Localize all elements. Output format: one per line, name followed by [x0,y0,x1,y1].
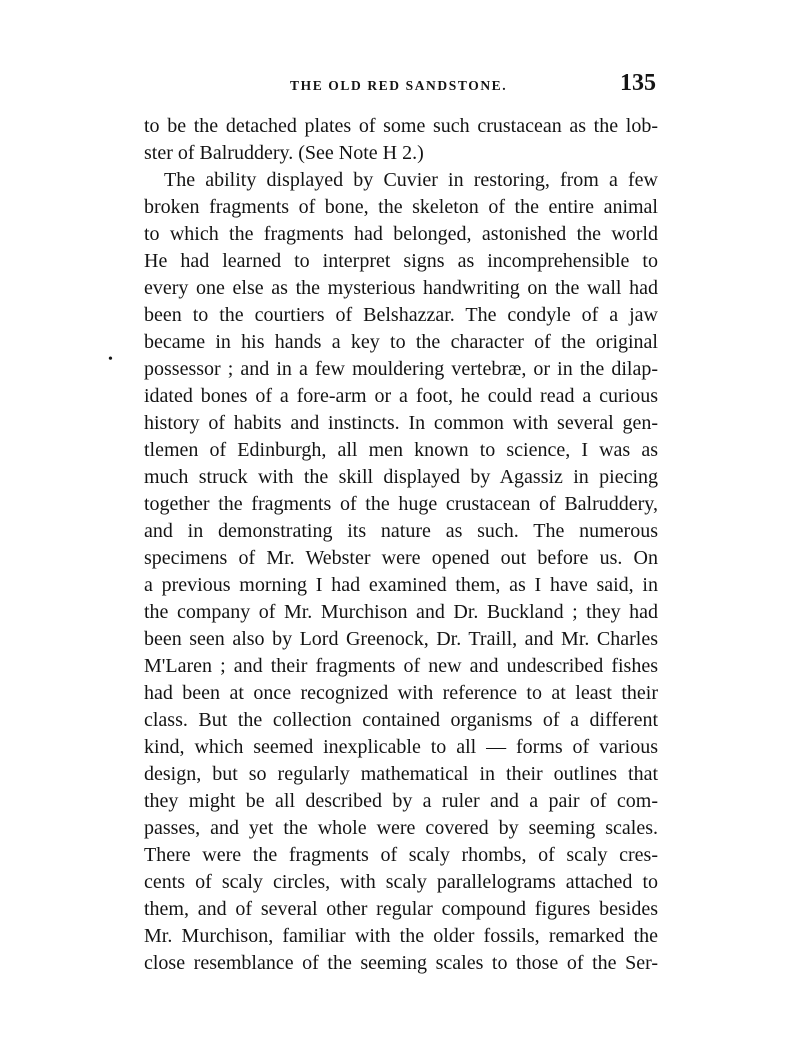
text-line: been seen also by Lord Greenock, Dr. Traill, and Mr. Charles [144,628,658,650]
running-title: THE OLD RED SANDSTONE. [290,78,508,93]
text-line: cents of scaly circles, with scaly parallelograms attached to [144,871,658,893]
text-line: much struck with the skill displayed by Agassiz in piecing [144,466,658,488]
text-line: ster of Balruddery. (See Note H 2.) [144,142,424,164]
text-line: design, but so regularly mathematical in their outlines that [144,763,658,785]
text-line: M'Laren ; and their fragments of new and undescribed fishes [144,655,658,677]
text-line: and in demonstrating its nature as such. The numerous [144,520,658,542]
text-line: class. But the collection contained organisms of a different [144,709,658,731]
text-line: He had learned to interpret signs as incomprehensible to [144,250,658,272]
text-line: every one else as the mysterious handwriting on the wall had [144,277,658,299]
text-line: became in his hands a key to the character of the original [144,331,658,353]
text-line: the company of Mr. Murchison and Dr. Buckland ; they had [144,601,658,623]
text-line: specimens of Mr. Webster were opened out before us. On [144,547,658,569]
page-number: 135 [620,70,656,96]
text-line: tlemen of Edinburgh, all men known to science, I was as [144,439,658,461]
text-line: had been at once recognized with reference to at least their [144,682,658,704]
text-line: history of habits and instincts. In common with several gen- [144,412,658,434]
text-line: The ability displayed by Cuvier in restoring, from a few [164,169,658,191]
text-line: been to the courtiers of Belshazzar. The condyle of a jaw [144,304,658,326]
text-line: passes, and yet the whole were covered by seeming scales. [144,817,658,839]
text-line: broken fragments of bone, the skeleton of the entire animal [144,196,658,218]
text-line: There were the fragments of scaly rhombs, of scaly cres- [144,844,658,866]
text-line: possessor ; and in a few mouldering vertebræ, or in the dilap- [144,358,658,380]
text-line: to be the detached plates of some such crustacean as the lob- [144,115,658,137]
body-text [144,113,658,977]
text-line: them, and of several other regular compound figures besides [144,898,658,920]
text-line: to which the fragments had belonged, astonished the world [144,223,658,245]
text-line: a previous morning I had examined them, as I have said, in [144,574,658,596]
text-line: they might be all described by a ruler and a pair of com- [144,790,658,812]
margin-mark: • [108,352,113,367]
text-line: idated bones of a fore-arm or a foot, he could read a curious [144,385,658,407]
text-line: together the fragments of the huge crustacean of Balruddery, [144,493,658,515]
text-line: kind, which seemed inexplicable to all — forms of various [144,736,658,758]
text-line: Mr. Murchison, familiar with the older fossils, remarked the [144,925,658,947]
text-line: close resemblance of the seeming scales to those of the Ser- [144,952,658,974]
